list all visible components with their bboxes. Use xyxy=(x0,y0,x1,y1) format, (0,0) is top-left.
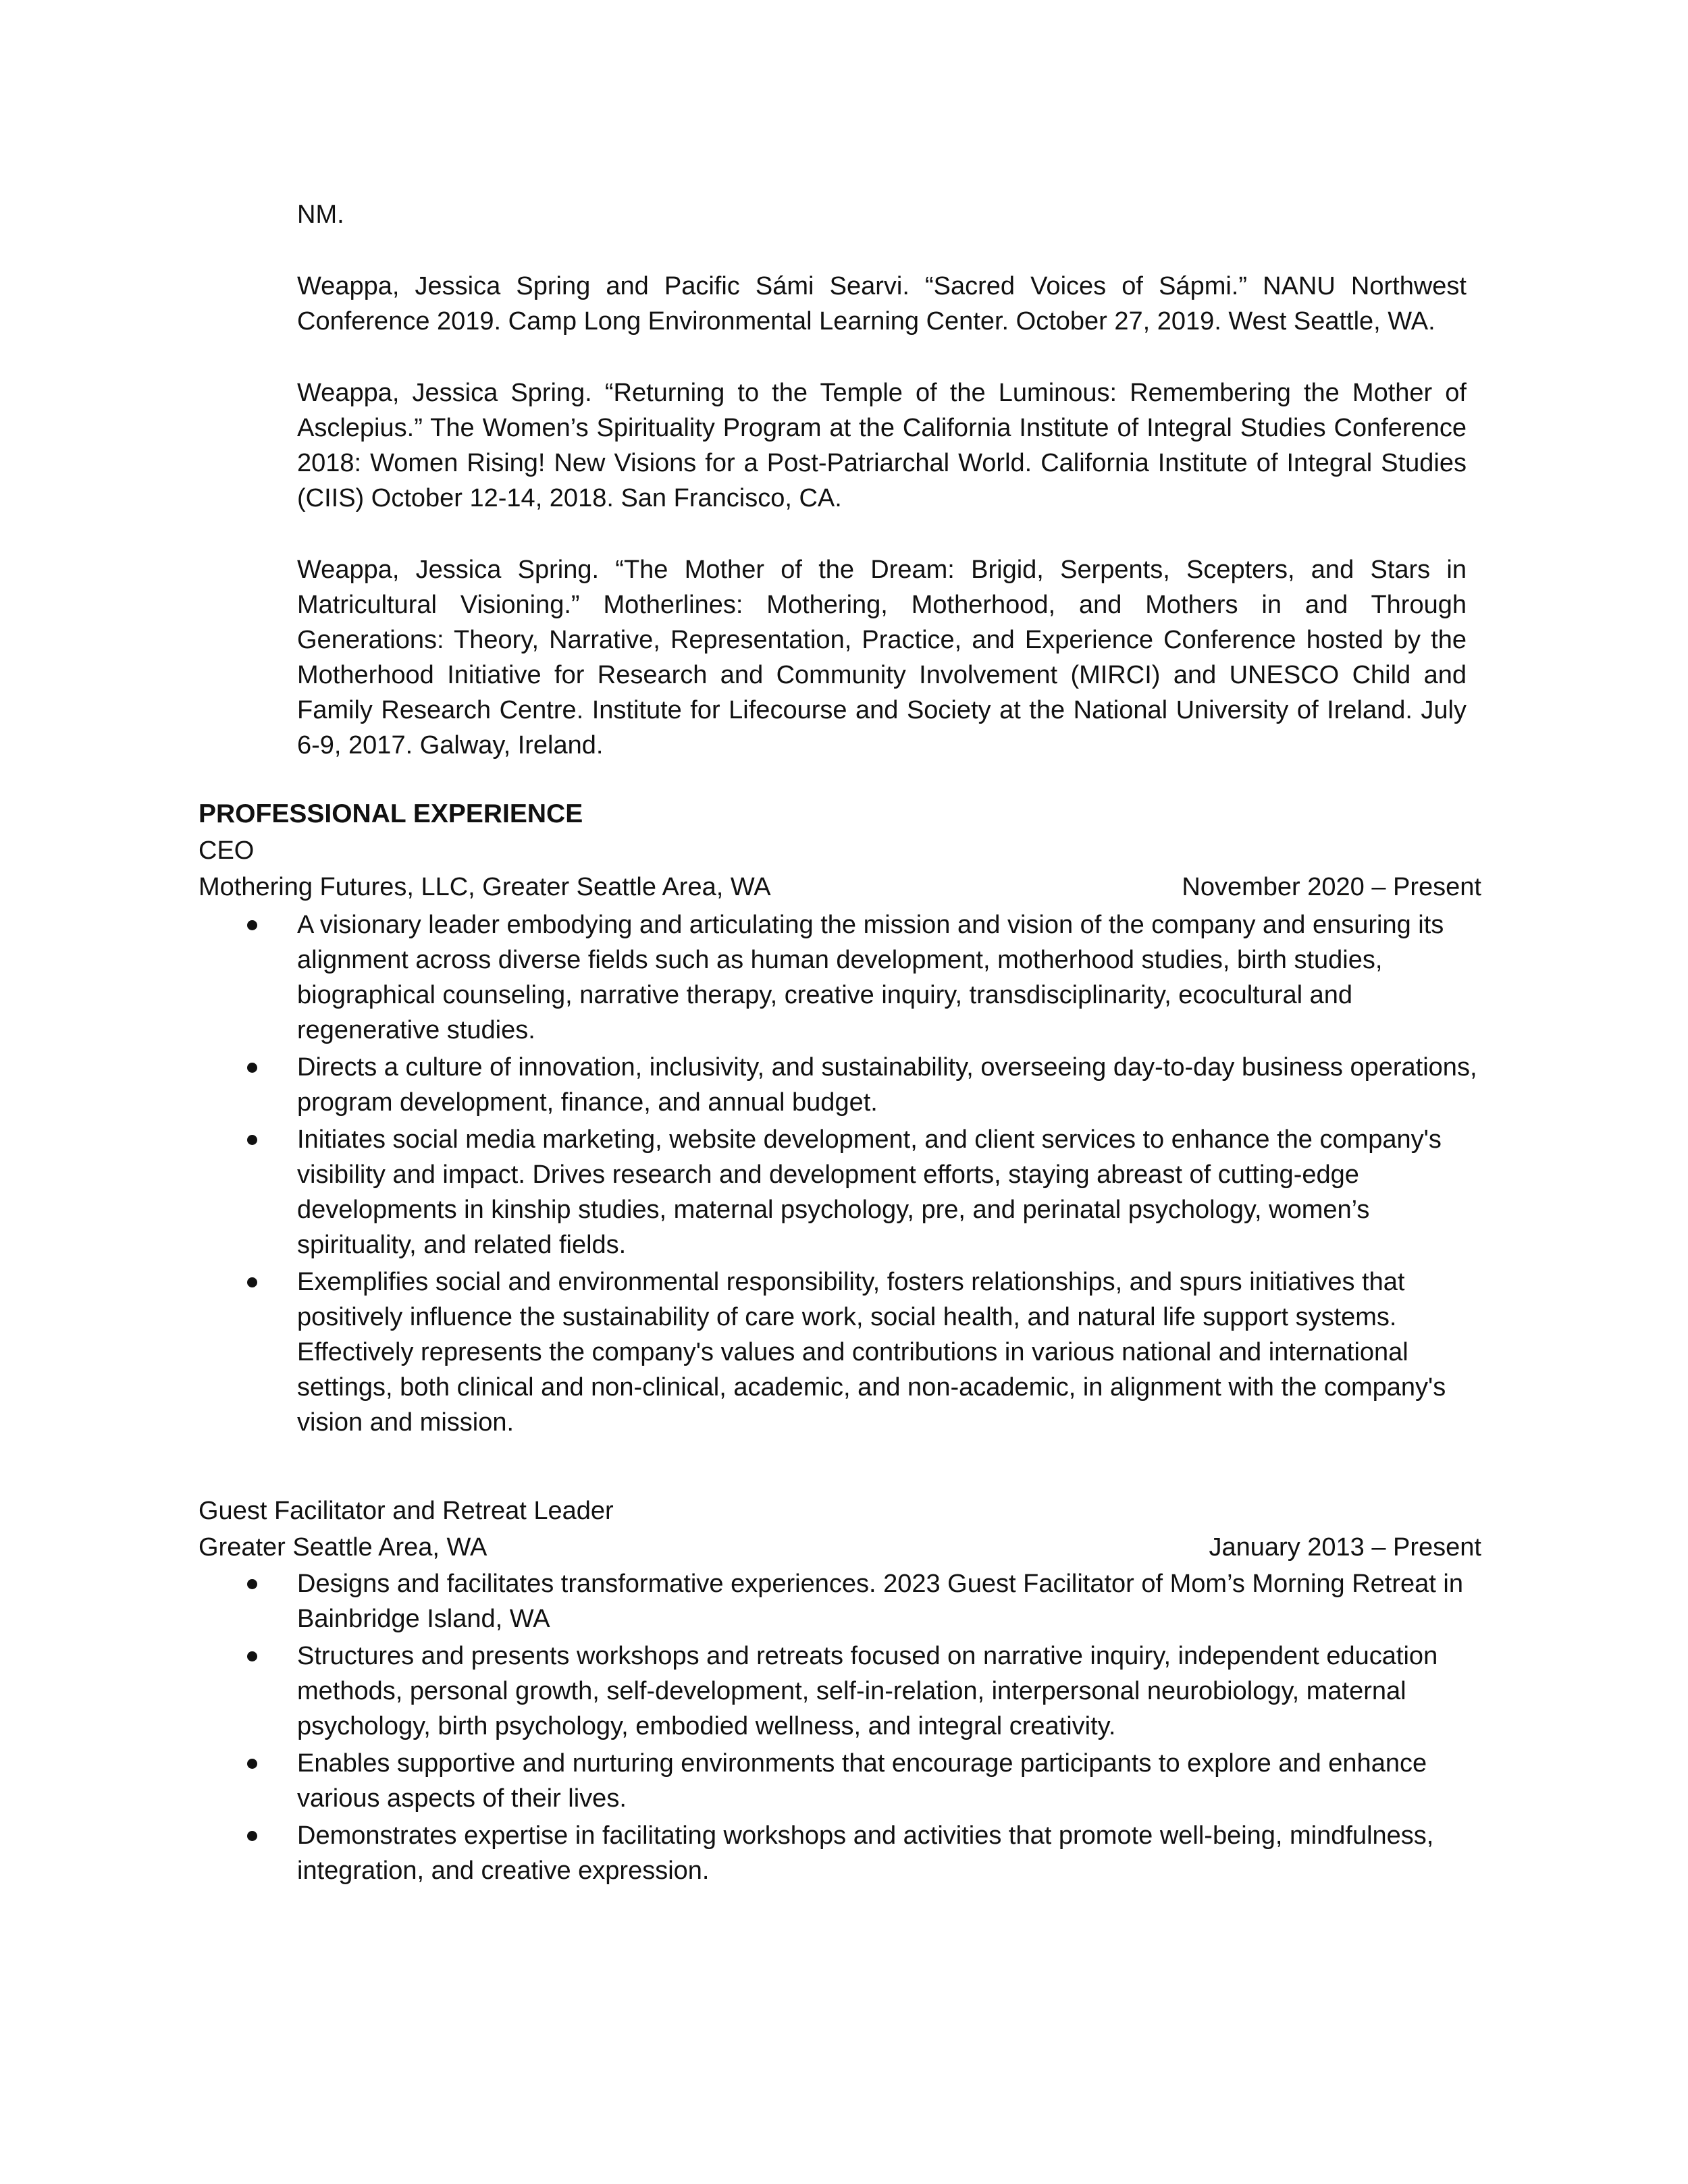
list-item xyxy=(199,1639,1481,1744)
bullet-icon xyxy=(247,920,257,930)
bullet-icon xyxy=(247,1759,257,1769)
list-item xyxy=(199,1818,1481,1888)
bullet-text: Enables supportive and nurturing environments that encourage participants to explore and enhance various aspects of their lives. xyxy=(297,1749,1427,1813)
list-item xyxy=(199,1050,1481,1120)
continuation-text: NM. xyxy=(297,201,344,229)
list-item xyxy=(199,1264,1481,1440)
job-dates: November 2020 – Present xyxy=(1182,873,1481,901)
presentation-entry: Weappa, Jessica Spring. “The Mother of the Dream: Brigid, Serpents, Scepters, and Stars in Matricultural Visioning.” Motherlines: Mothering, Motherhood, and Mothers in and Through Generations: Theory, Narrative, Representation, Practice, and Experience Conference hosted by the Motherhood Initiative for Research and Community Involvement (MIRCI) and UNESCO Child and Family Research Centre. Institute for Lifecourse and Society at the National University of Ireland. July 6-9, 2017. Galway, Ireland. xyxy=(297,556,1467,760)
bullet-icon xyxy=(247,1579,257,1589)
job-bullet-list xyxy=(199,907,1481,1442)
presentation-entry: Weappa, Jessica Spring. “Returning to the Temple of the Luminous: Remembering the Mother of Asclepius.” The Women’s Spirituality Program at the California Institute of Integral Studies Conference 2018: Women Rising! New Visions for a Post-Patriarchal World. California Institute of Integral Studies (CIIS) October 12-14, 2018. San Francisco, CA. xyxy=(297,379,1467,512)
presentation-entry: Weappa, Jessica Spring and Pacific Sámi Searvi. “Sacred Voices of Sápmi.” NANU Northwest Conference 2019. Camp Long Environmental Learning Center. October 27, 2019. West Seattle, WA. xyxy=(297,272,1467,336)
list-item xyxy=(199,1746,1481,1816)
job-org-row xyxy=(199,870,1481,905)
bullet-text: Exemplifies social and environmental responsibility, fosters relationships, and spurs initiatives that positively influence the sustainability of care work, social health, and natural life support systems. Effectively represents the company's values and contributions in various national and international settings, both clinical and non-clinical, academic, and non-academic, in alignment with the company's vision and mission. xyxy=(297,1268,1446,1437)
job-dates: January 2013 – Present xyxy=(1209,1533,1481,1562)
list-item xyxy=(199,1566,1481,1636)
job-organization: Mothering Futures, LLC, Greater Seattle Area, WA xyxy=(199,873,771,901)
bullet-text: Designs and facilitates transformative experiences. 2023 Guest Facilitator of Mom’s Morning Retreat in Bainbridge Island, WA xyxy=(297,1570,1463,1633)
bullet-text: Initiates social media marketing, website development, and client services to enhance the company's visibility and impact. Drives research and development efforts, staying abreast of cutting-edge developments in kinship studies, maternal psychology, pre, and perinatal psychology, women’s spirituality, and related fields. xyxy=(297,1125,1442,1259)
bullet-text: Demonstrates expertise in facilitating workshops and activities that promote well-being, mindfulness, integration, and creative expression. xyxy=(297,1821,1434,1885)
bullet-text: Directs a culture of innovation, inclusivity, and sustainability, overseeing day-to-day business operations, program development, finance, and annual budget. xyxy=(297,1053,1477,1117)
bullet-text: A visionary leader embodying and articulating the mission and vision of the company and ensuring its alignment across diverse fields such as human development, motherhood studies, birth studies, biographical counseling, narrative therapy, creative inquiry, transdisciplinarity, ecocultural and regenerative studies. xyxy=(297,911,1444,1044)
job-title: Guest Facilitator and Retreat Leader xyxy=(199,1497,614,1525)
job-title: CEO xyxy=(199,836,255,865)
job-organization: Greater Seattle Area, WA xyxy=(199,1533,487,1562)
job-org-row xyxy=(199,1530,1481,1565)
bullet-icon xyxy=(247,1063,257,1073)
bullet-icon xyxy=(247,1135,257,1145)
job-bullet-list xyxy=(199,1566,1481,1890)
list-item xyxy=(199,907,1481,1048)
bullet-icon xyxy=(247,1831,257,1841)
section-heading: PROFESSIONAL EXPERIENCE xyxy=(199,799,583,828)
list-item xyxy=(199,1122,1481,1262)
bullet-icon xyxy=(247,1651,257,1661)
bullet-text: Structures and presents workshops and retreats focused on narrative inquiry, independent education methods, personal growth, self-development, self-in-relation, interpersonal neurobiology, maternal psychology, birth psychology, embodied wellness, and integral creativity. xyxy=(297,1642,1438,1740)
bullet-icon xyxy=(247,1277,257,1287)
